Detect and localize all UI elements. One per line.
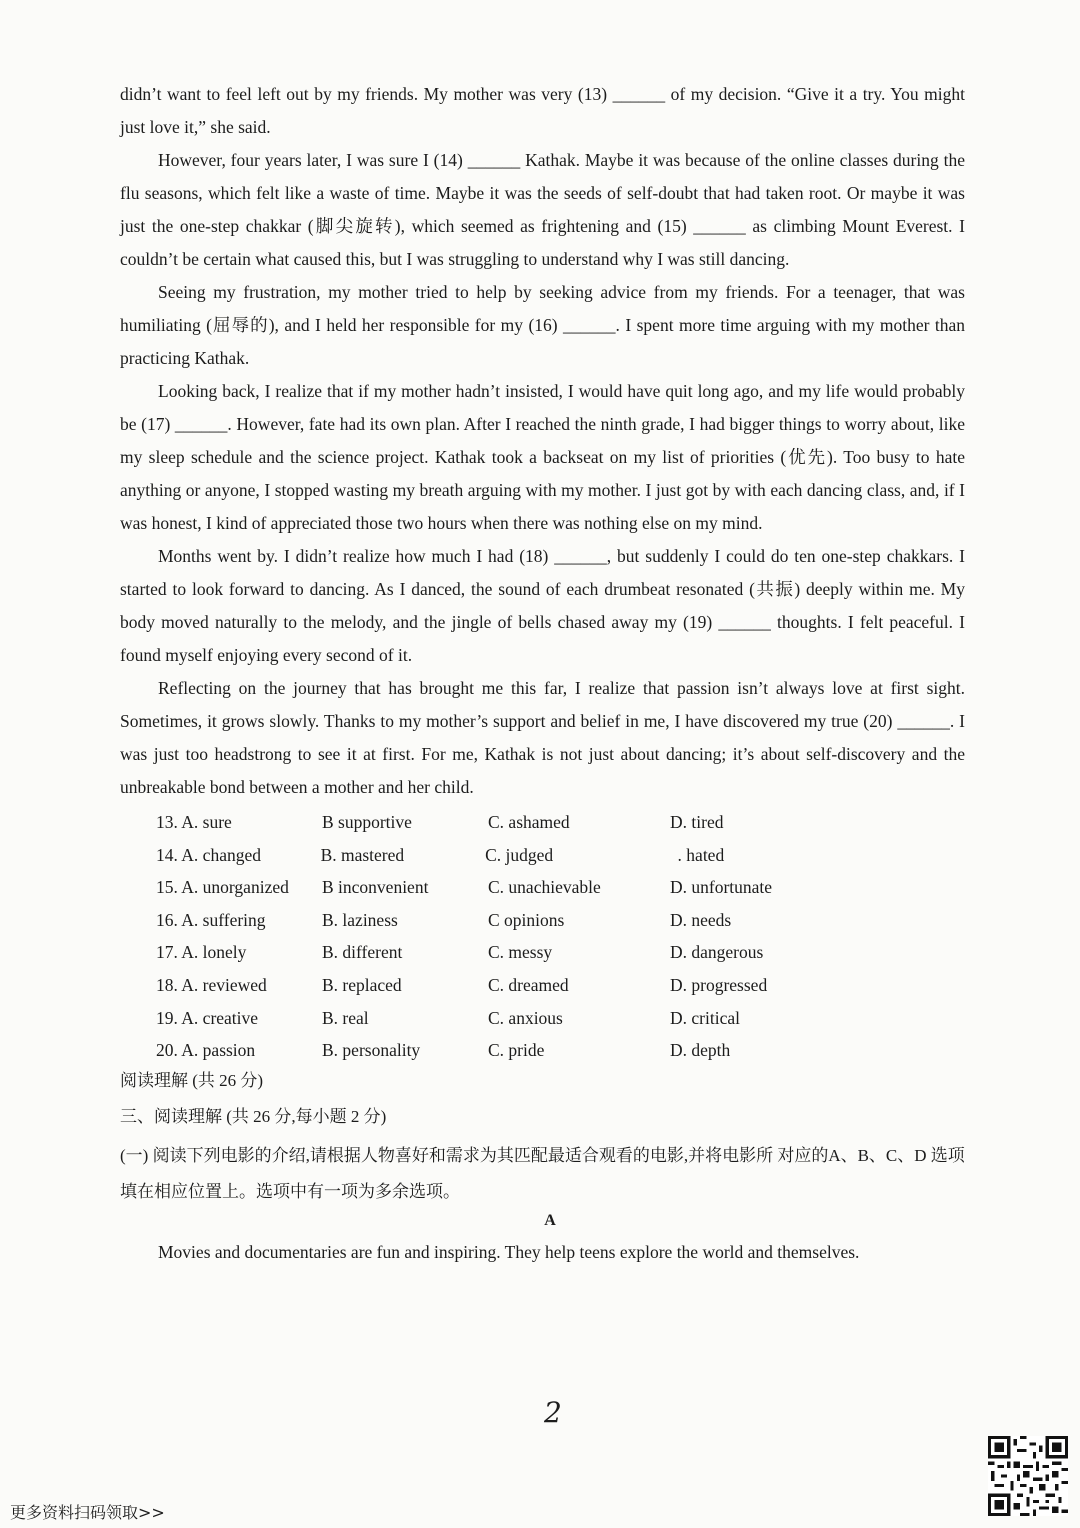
- option-row-17: [156, 936, 856, 969]
- option-d: D. critical: [670, 1007, 740, 1028]
- option-row-14: [156, 839, 856, 872]
- option-c: C. judged: [485, 844, 554, 865]
- option-a: 20. A. passion: [156, 1040, 256, 1061]
- option-b: B. real: [322, 1007, 369, 1028]
- option-a: 15. A. unorganized: [156, 877, 289, 898]
- option-b: B inconvenient: [322, 877, 429, 898]
- answer-options: [156, 806, 856, 1067]
- passage-paragraph: Seeing my frustration, my mother tried to help by seeking advice from my friends. For a teenager, that was humiliating (屈辱的), and I held her responsible for my (16) ______. I spent more time arguing with my mother than practicing Kathak.: [120, 282, 965, 368]
- option-c: C opinions: [488, 909, 565, 930]
- intro-sentence: Movies and documentaries are fun and inspiring. They help teens explore the world and themselves.: [158, 1242, 860, 1262]
- option-row-19: [156, 1002, 856, 1035]
- option-b: B supportive: [322, 812, 412, 832]
- cloze-passage: [120, 78, 965, 804]
- option-a: 13. A. sure: [156, 812, 232, 832]
- option-row-20: [156, 1034, 856, 1067]
- option-b: B. laziness: [322, 909, 398, 930]
- option-c: C. pride: [488, 1040, 545, 1061]
- section-heading: 阅读理解 (共 26 分): [120, 1071, 264, 1090]
- option-b: B. different: [322, 942, 403, 963]
- option-row-15: [156, 871, 856, 904]
- option-d: D. needs: [670, 909, 732, 930]
- option-c: C. anxious: [488, 1007, 563, 1028]
- passage-paragraph: didn’t want to feel left out by my friends. My mother was very (13) ______ of my decision. “Give it a try. You might just love it,” she said.: [120, 84, 965, 137]
- option-row-16: [156, 904, 856, 937]
- passage-paragraph: Reflecting on the journey that has brought me this far, I realize that passion isn’t always love at first sight. Sometimes, it grows slowly. Thanks to my mother’s support and belief in me, I have discovered my true (20) ______. I was just too headstrong to see it at first. For me, Kathak is not just about dancing; it’s about self-discovery and the unbreakable bond between a mother and her child.: [120, 678, 965, 797]
- option-d: . hated: [677, 844, 725, 865]
- footer-text: 更多资料扫码领取>>: [10, 1503, 165, 1522]
- option-row-18: [156, 969, 856, 1002]
- option-a: 19. A. creative: [156, 1007, 259, 1028]
- option-c: C. messy: [488, 942, 553, 963]
- passage-paragraph: Months went by. I didn’t realize how much I had (18) ______, but suddenly I could do ten one-step chakkars. I started to look forward to dancing. As I danced, the sound of each drumbeat resonated (共振) deeply within me. My body moved naturally to the melody, and the jingle of bells chased away my (19) ______ thoughts. I felt peaceful. I found myself enjoying every second of it.: [120, 546, 965, 665]
- page-number: 2: [544, 1396, 562, 1429]
- option-c: C. unachievable: [488, 877, 601, 898]
- option-b: B. replaced: [322, 974, 402, 995]
- option-a: 18. A. reviewed: [156, 974, 267, 995]
- option-row-13: [156, 806, 856, 839]
- passage-paragraph: However, four years later, I was sure I (14) ______ Kathak. Maybe it was because of the online classes during the flu seasons, which felt like a waste of time. Maybe it was the seeds of self-doubt that had taken root. Or maybe it was just the one-step chakkar (脚尖旋转), which seemed as frightening and (15) ______ as climbing Mount Everest. I couldn’t be certain what caused this, but I was struggling to understand why I was still dancing.: [120, 150, 965, 269]
- qr-code-icon: [988, 1436, 1068, 1516]
- option-c: C. ashamed: [488, 812, 570, 832]
- option-d: D. unfortunate: [670, 877, 773, 898]
- option-a: 14. A. changed: [156, 844, 261, 865]
- option-b: B. personality: [322, 1040, 421, 1061]
- option-c: C. dreamed: [488, 974, 569, 995]
- option-d: D. tired: [670, 812, 724, 832]
- option-d: D. dangerous: [670, 942, 764, 963]
- option-d: D. depth: [670, 1040, 731, 1061]
- option-a: 17. A. lonely: [156, 942, 247, 963]
- passage-letter: A: [544, 1212, 556, 1229]
- section-title: 三、阅读理解 (共 26 分,每小题 2 分): [120, 1107, 387, 1126]
- option-d: D. progressed: [670, 974, 768, 995]
- section-instructions: (一) 阅读下列电影的介绍,请根据人物喜好和需求为其匹配最适合观看的电影,并将电影所 对应的A、B、C、D 选项填在相应位置上。选项中有一项为多余选项。: [120, 1146, 965, 1201]
- option-b: B. mastered: [320, 844, 405, 865]
- option-a: 16. A. suffering: [156, 909, 266, 930]
- passage-paragraph: Looking back, I realize that if my mother hadn’t insisted, I would have quit long ago, and my life would probably be (17) ______. However, fate had its own plan. After I reached the ninth grade, I had bigger things to worry about, like my sleep schedule and the science project. Kathak took a backseat on my list of priorities (优先). Too busy to hate anything or anyone, I stopped wasting my breath arguing with my mother. I just got by with each dancing class, and, if I was honest, I kind of appreciated those two hours when there was nothing else on my mind.: [120, 381, 965, 533]
